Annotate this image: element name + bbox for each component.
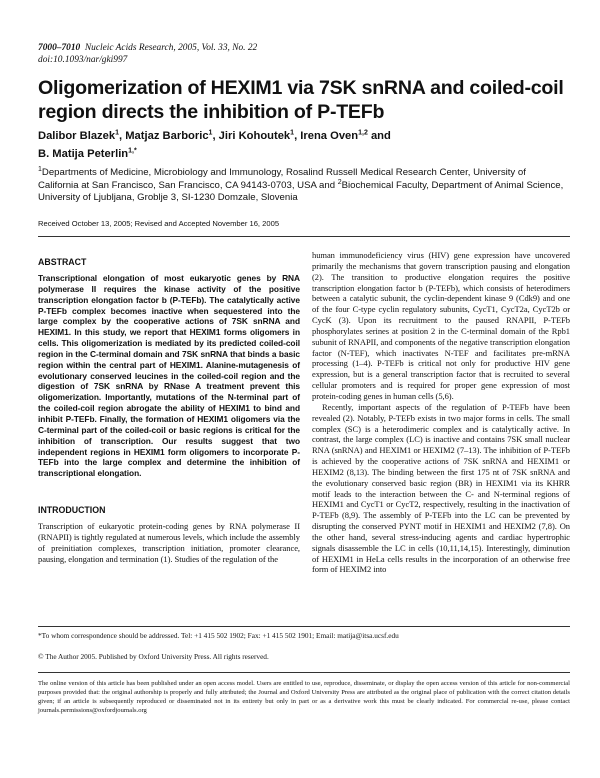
copyright-notice: © The Author 2005. Published by Oxford University Press. All rights reserved.	[38, 652, 269, 661]
author-affiliation-mark: 1	[208, 129, 213, 137]
author-affiliation-mark: 1,2	[358, 129, 368, 137]
correspondence-footnote: *To whom correspondence should be addressed. Tel: +1 415 502 1902; Fax: +1 415 502 1901; Email: matija@itsa.ucsf.edu	[38, 631, 399, 640]
author-affiliation-mark: 1,*	[128, 147, 137, 155]
author-name: B. Matija Peterlin	[38, 148, 129, 160]
author-separator: ,	[119, 130, 126, 142]
author-name: Matjaz Barboric	[125, 130, 209, 142]
affiliation-mark-1: 1	[38, 165, 42, 173]
author-affiliation-mark: 1	[290, 129, 295, 137]
affiliation-2: Biochemical Faculty, Department of Animal Science, University of Ljubljana, Groblje 3, SI-1230 Domzale, Slovenia	[38, 179, 564, 203]
doi: doi:10.1093/nar/gki997	[38, 55, 128, 65]
open-access-license: The online version of this article has been published under an open access model. Users are entitled to use, reproduce, disseminate, or display the open access version of this article for non-commercial purposes provided that: the original authorship is properly and fully attributed; the Journal and Oxford University Press are attributed as the original place of publication with the correct citation details given; if an article is subsequently reproduced or disseminated not in its entirety but only in part or as a derivative work this must be clearly indicated. For commercial re-use, please contact journals.permissions@oxfordjournals.org	[38, 680, 570, 714]
author-separator: ,	[294, 130, 301, 142]
author-list	[38, 127, 558, 163]
author-affiliation-mark: 1	[115, 129, 120, 137]
introduction-paragraph-1-start: Transcription of eukaryotic protein-coding genes by RNA polymerase II (RNAPII) is tightly regulated at numerous levels, which include the assembly of preinitiation complexes, transcription initiation, promoter clearance, pausing, elongation and termination (1). Studies of the regulation of the	[38, 521, 300, 564]
left-column	[38, 257, 300, 564]
running-header	[38, 42, 257, 66]
introduction-heading: INTRODUCTION	[38, 505, 106, 516]
author-name: Irena Oven	[300, 130, 359, 142]
footnote-divider	[38, 626, 570, 627]
header-divider	[38, 236, 570, 237]
page-range: 7000–7010	[38, 43, 81, 53]
author-name: Dalibor Blazek	[38, 130, 116, 142]
article-title: Oligomerization of HEXIM1 via 7SK snRNA and coiled-coil region directs the inhibition of P-TEFb	[38, 77, 564, 123]
journal-citation: Nucleic Acids Research, 2005, Vol. 33, No. 22	[84, 43, 258, 53]
author-separator: ,	[212, 130, 219, 142]
affiliation-mark-2: 2	[337, 178, 342, 186]
affiliation-1: Departments of Medicine, Microbiology and Immunology, Rosalind Russell Medical Research Center, University of California at San Francisco, San Francisco, CA 94143-0703, USA and	[38, 167, 526, 191]
affiliations	[38, 167, 568, 205]
author-name: Jiri Kohoutek	[218, 130, 291, 142]
license-divider	[38, 672, 570, 673]
introduction-paragraph-2: Recently, important aspects of the regulation of P-TEFb have been revealed (2). Notably, P-TEFb exists in two major forms in cells. The small complex (SC) is a heterodimeric complex and is catalytically active. In contrast, the large complex (LC) is inactive and contains 7SK small nuclear RNA (snRNA) and HEXIM1 or HEXIM2 (7–13). The inhibition of P-TEFb is achieved by the cooperative actions of 7SK snRNA and HEXIM1 or HEXIM2 (8,13). The binding between the first 175 nt of 7SK snRNA and the evolutionary conserved basic region (BR) in HEXIM1 via its KHRR motif leads to the interaction between the C- and N-terminal regions of HEXIM1 and CycT1 or CycT2, respectively, resulting in the inactivation of P-TEFb (8,9). The assembly of P-TEFb into the LC can be prevented by disrupting the conserved PYNT motif in HEXIM1 and HEXIM2 (7,8). On the other hand, several stress-inducing agents and cardiac hypertrophic signals disassemble the LC in cells (10,11,14,15). Interestingly, diminution of HEXIM1 in HeLa cells results in the incorporation of an otherwise free form of HEXIM2 into	[312, 401, 570, 575]
introduction-paragraph-1-end: human immunodeficiency virus (HIV) gene expression have uncovered primarily the mechanisms that govern transcription pausing and elongation (2). The transition to productive elongation requires the positive transcription elongation factor b (P-TEFb), which consists of heterodimers between a catalytic subunit, the cyclin-dependent kinase 9 (Cdk9) and one of the four C-type cyclin regulatory subunits, CycT1, CycT2a, CycT2b or CycK (3). Upon its recruitment to the paused RNAPII, P-TEFb phosphorylates serines at position 2 in the C-terminal domain of the Rpb1 subunit of RNAPII, and components of the negative transcription elongation factor (N-TEF), which inactivates N-TEF and facilitates pre-mRNA processing (1–4). P-TEFb is critical not only for productive HIV gene expression, but is a general transcription factor that is recruited to several cellular promoters and is required for proper gene expression of most protein-coding genes in human cells (5,6).	[312, 250, 570, 401]
author-separator: and	[367, 130, 391, 142]
abstract-heading: ABSTRACT	[38, 257, 87, 267]
right-column	[312, 250, 570, 575]
abstract-text: Transcriptional elongation of most eukaryotic genes by RNA polymerase II requires the kinase activity of the positive transcription elongation factor b (P-TEFb). The catalytically active P-TEFb complex becomes inactive when sequestered into the large complex by the cooperative actions of 7SK snRNA and HEXIM1. In this study, we report that HEXIM1 forms oligomers in cells. This oligomerization is mediated by its predicted coiled-coil region in the C-terminal domain and 7SK snRNA that binds a basic region within the central part of HEXIM1. Alanine-mutagenesis of evolutionary conserved leucines in the coiled-coil region and the digestion of 7SK snRNA by RNase A treatment prevent this oligomerization. Importantly, mutations of the N-terminal part of the coiled-coil region abrogate the ability of HEXIM1 to bind and inhibit P-TEFb. Finally, the formation of HEXIM1 oligomers via the C-terminal part of the coiled-coil or basic regions is critical for the inhibition of transcription. Our results suggest that two independent regions in HEXIM1 form oligomers to incorporate P-TEFb into the large complex and determine the inhibition of transcriptional elongation.	[38, 273, 300, 479]
received-dates: Received October 13, 2005; Revised and Accepted November 16, 2005	[38, 219, 280, 228]
